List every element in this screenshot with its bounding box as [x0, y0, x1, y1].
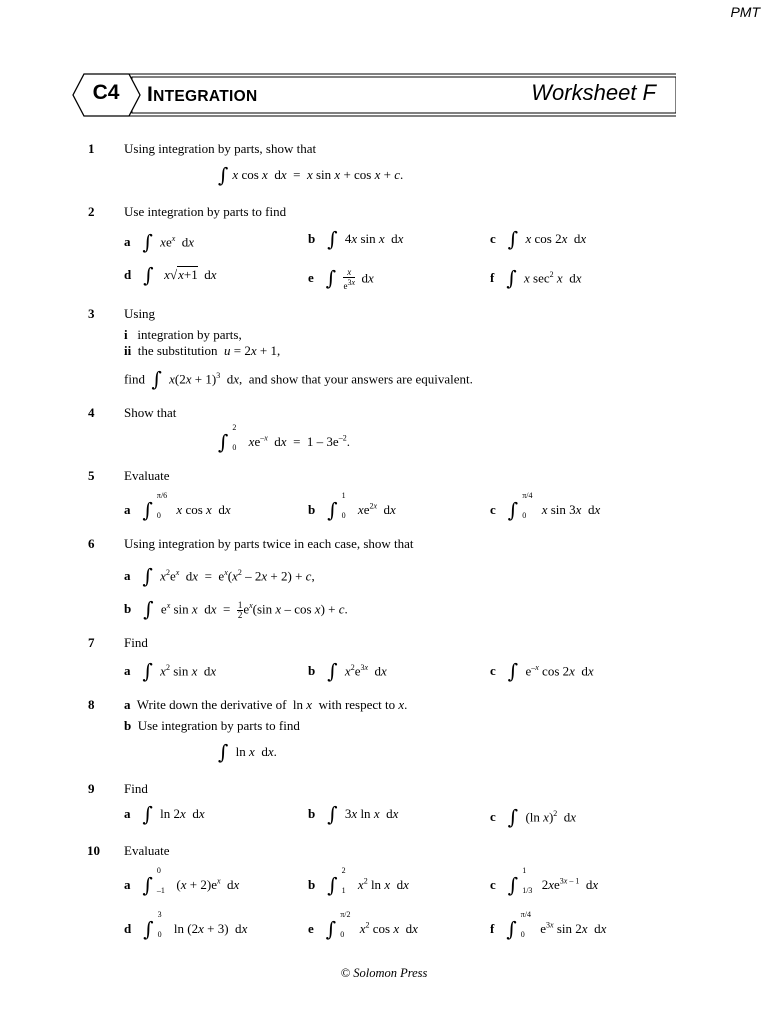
part-e: e ∫ $\frac{x}{e^{3x}}$ dx — [308, 266, 374, 291]
math-line: ∫ 2 0 $xe^{-x}$ dx = $1 - 3e^{-2}$. — [218, 423, 350, 454]
part-d: d ∫ 3 0 ln (2x + 3) dx — [124, 910, 248, 941]
part-c: c ∫ π/4 0 x sin 3x dx — [490, 491, 601, 522]
part-a: a ∫ $x^2e^x$ dx = $e^x(x^2 - 2x + 2) + c$, — [124, 564, 315, 589]
part-b: b ∫ $e^x$ sin x dx = $\frac{1}{2}$ $e^x(\sin$ x – cos x) + c. — [124, 597, 348, 622]
unit-code: C4 — [92, 81, 120, 104]
part-a: a ∫ π/6 0 x cos x dx — [124, 491, 231, 522]
part-c: c ∫ (ln x)$^2$ dx — [490, 805, 577, 830]
part-c: c ∫ 1 1/3 $2xe^{3x - 1}$ dx — [490, 866, 599, 897]
part-b: b ∫ $x^2e^{3x}$ dx — [308, 659, 387, 684]
part-e: e ∫ π/2 0 $x^2$ cos x dx — [308, 910, 418, 941]
math-line: ∫ ln x dx. — [218, 740, 277, 764]
part-f: f ∫ π/4 0 $e^{3x}$ sin 2x dx — [490, 910, 607, 941]
question-text: Find — [124, 635, 148, 650]
question-number: 5 — [88, 468, 95, 483]
part-a: a Write down the derivative of ln x with respect to x. — [124, 697, 408, 712]
question-number: 4 — [88, 405, 95, 420]
part-b: b ∫ 3x ln x dx — [308, 802, 399, 826]
question-number: 3 — [88, 306, 95, 321]
part-d: d ∫ x√x+1 dx — [124, 263, 217, 287]
part-ii: ii the substitution u = 2x + 1, — [124, 343, 281, 358]
footer-copyright: © Solomon Press — [340, 966, 428, 980]
pmt-label: PMT — [730, 4, 760, 20]
math-line: find ∫ $x(2x + 1)^3$ dx, and show that your answers are equivalent. — [124, 367, 473, 392]
question-number: 1 — [88, 141, 95, 156]
question-number: 2 — [88, 204, 95, 219]
worksheet-label: Worksheet F — [531, 80, 656, 105]
part-b: b Use integration by parts to find — [124, 718, 300, 733]
part-a: a ∫ $x^2$ sin x dx — [124, 659, 217, 684]
part-c: c ∫ $e^{-x}$ cos 2x dx — [490, 659, 594, 684]
part-f: f ∫ x $\sec^2 x$ dx — [490, 266, 582, 291]
question-number: 8 — [88, 697, 95, 712]
worksheet-header — [72, 72, 676, 118]
question-text: Using — [124, 306, 156, 321]
question-text: Evaluate — [124, 843, 170, 858]
part-b: b ∫ 1 0 $xe^{2x}$ dx — [308, 491, 396, 522]
question-text: Using integration by parts, show that — [124, 141, 317, 156]
part-i: i integration by parts, — [124, 327, 242, 342]
math-line: ∫ x cos x dx = x sin x + cos x + c. — [218, 163, 404, 187]
question-text: Use integration by parts to find — [124, 204, 287, 219]
part-a: a ∫ 0 –1 $(x + 2)e^x$ dx — [124, 866, 240, 897]
question-number: 10 — [87, 843, 100, 858]
topic-title: INTEGRATION — [147, 83, 258, 106]
question-number: 6 — [88, 536, 95, 551]
part-c: c ∫ x cos 2x dx — [490, 227, 587, 251]
question-text: Evaluate — [124, 468, 170, 483]
question-text: Show that — [124, 405, 177, 420]
question-number: 9 — [88, 781, 95, 796]
part-a: a ∫ $xe^x$ dx — [124, 230, 195, 255]
question-number: 7 — [88, 635, 95, 650]
part-b: b ∫ 2 1 $x^2$ ln x dx — [308, 866, 409, 897]
question-text: Using integration by parts twice in each case, show that — [124, 536, 414, 551]
part-b: b ∫ 4x sin x dx — [308, 227, 404, 251]
part-a: a ∫ ln 2x dx — [124, 802, 205, 826]
question-text: Find — [124, 781, 148, 796]
